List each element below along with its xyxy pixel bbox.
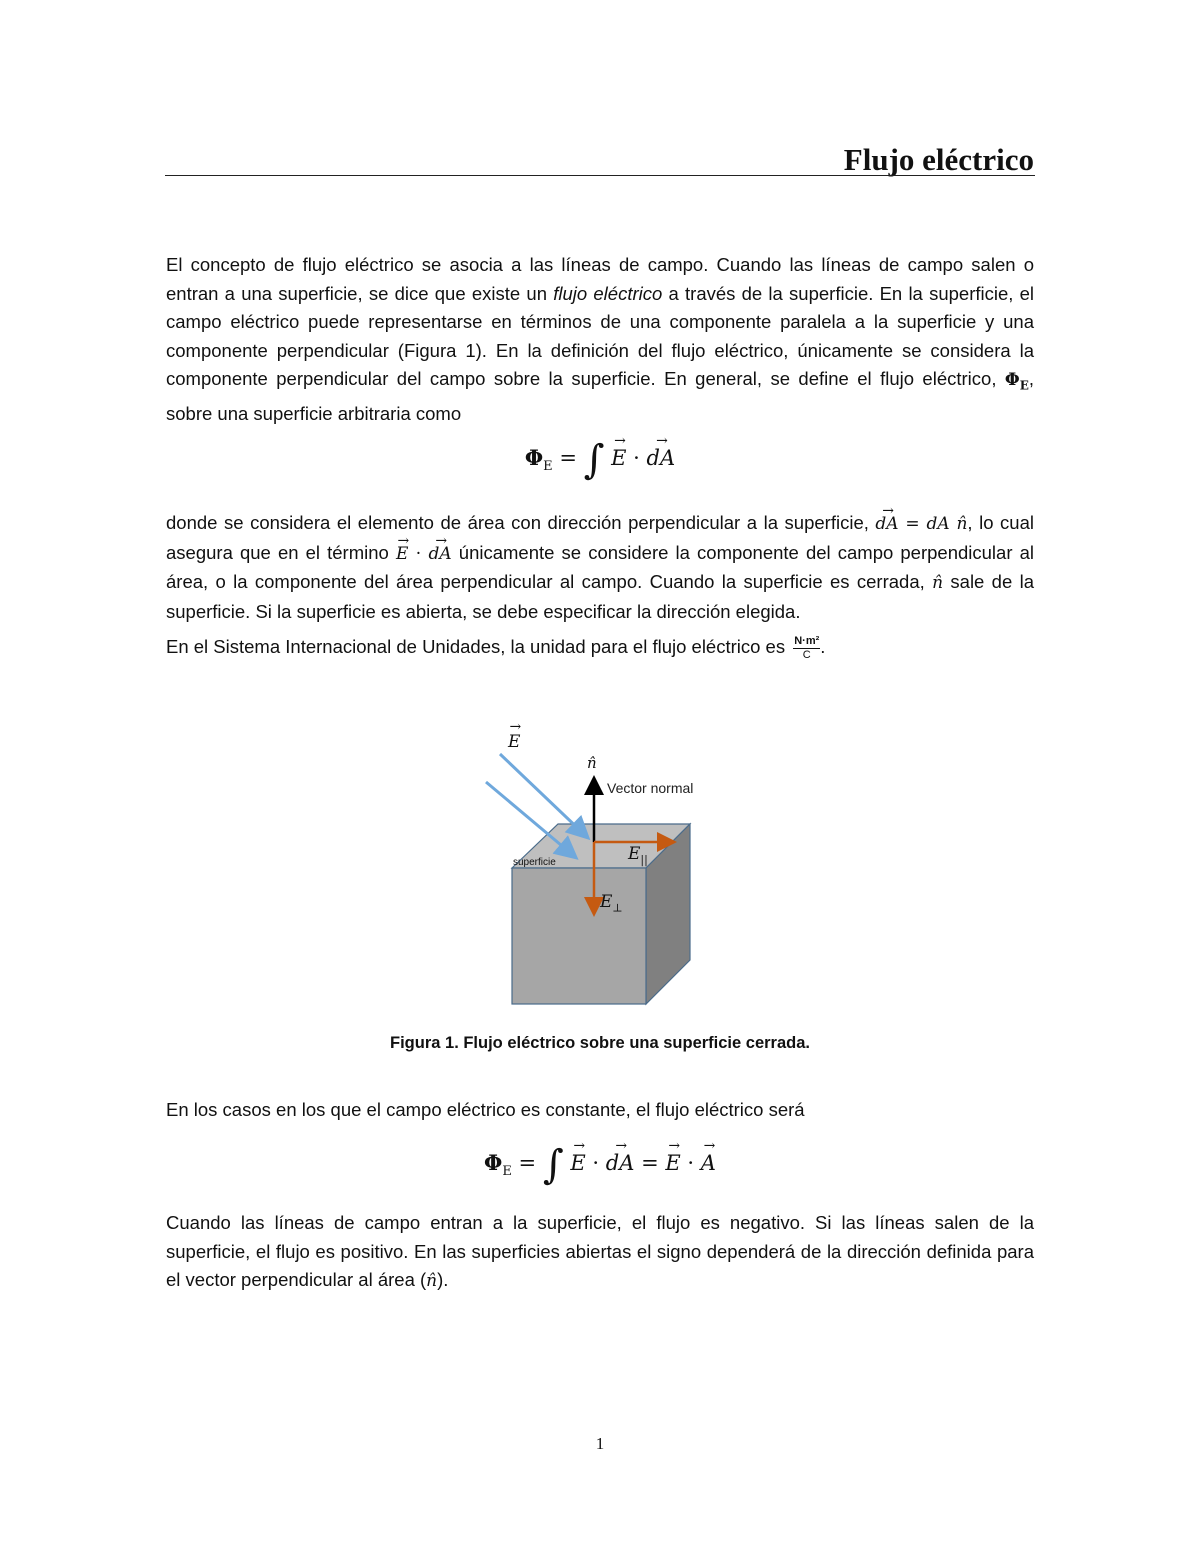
page-title: Flujo eléctrico [843,142,1034,177]
intro-paragraph [166,251,1034,428]
intro-text-3: , sobre una superficie arbitraria como [166,368,1034,424]
dot-term-math: → E · → dA [396,544,452,564]
flux-figure [470,722,730,1012]
figure-caption: Figura 1. Flujo eléctrico sobre una superficie cerrada. [390,1034,810,1052]
flux-definition-equation: $\Phi_E$ = ∫ → E · → dA [166,440,1034,480]
perpendicular-component-label: $E_\perp$ [600,892,623,915]
constant-field-equation: $\Phi_E$ = ∫ → E · → dA = → E · → A [166,1145,1034,1185]
cube-diagram [470,722,730,1012]
parallel-component-label: $E_{||}$ [628,844,648,867]
area-element-paragraph: donde se considera el elemento de área con dirección perpendicular a la superficie, → dA = dA n̂, lo cual asegura que en el término → E · → dA únicamente se considere la componente del campo perpendicular al área, o la componente del área perpendicular al campo. Cuando la superficie es cerrada, n̂ sale de la superficie. Si la superficie es abierta, se debe especificar la dirección elegida. [166,509,1034,626]
title-rule [165,175,1035,176]
intro-emphasis: flujo eléctrico [553,282,663,304]
constant-field-paragraph: En los casos en los que el campo eléctrico es constante, el flujo eléctrico será [166,1099,805,1120]
cube-front-face [512,868,646,1004]
flux-symbol: $\Phi_E$ [1004,370,1029,393]
sign-paragraph: Cuando las líneas de campo entran a la superficie, el flujo es negativo. Si las líneas salen de la superficie, el flujo es positivo. En las superficies abiertas el signo dependerá de la dirección definida para el vector perpendicular al área (n̂). [166,1212,1034,1291]
surface-label: superficie [513,857,556,868]
field-arrow-1 [500,754,586,836]
intro-text-1: El concepto de flujo eléctrico se asocia a las líneas de campo. Cuando las líneas de campo salen o entran a una superficie, se dice que existe un [166,254,1034,304]
page-number: 1 [595,1434,605,1453]
vector-normal-label: Vector normal [607,780,694,796]
units-fraction: $\frac{\text{N·m²}}{C}$ [794,634,820,661]
area-element-math: → dA = dA n̂ [875,514,967,534]
field-arrow-2 [486,782,574,856]
intro-text-2: a través de la superficie. En la superficie, el campo eléctrico puede representarse en términos de una componente paralela a la superficie y una componente perpendicular (Figura 1). En la definición del flujo eléctrico, únicamente se considera la componente perpendicular del campo sobre la superficie. En general, se define el flujo eléctrico, [166,282,1035,389]
normal-label: n̂ [587,754,597,772]
units-line: En el Sistema Internacional de Unidades, la unidad para el flujo eléctrico es $\frac{\text{N·m²}}{C}$ . [166,634,826,661]
field-label: → E [508,732,520,752]
